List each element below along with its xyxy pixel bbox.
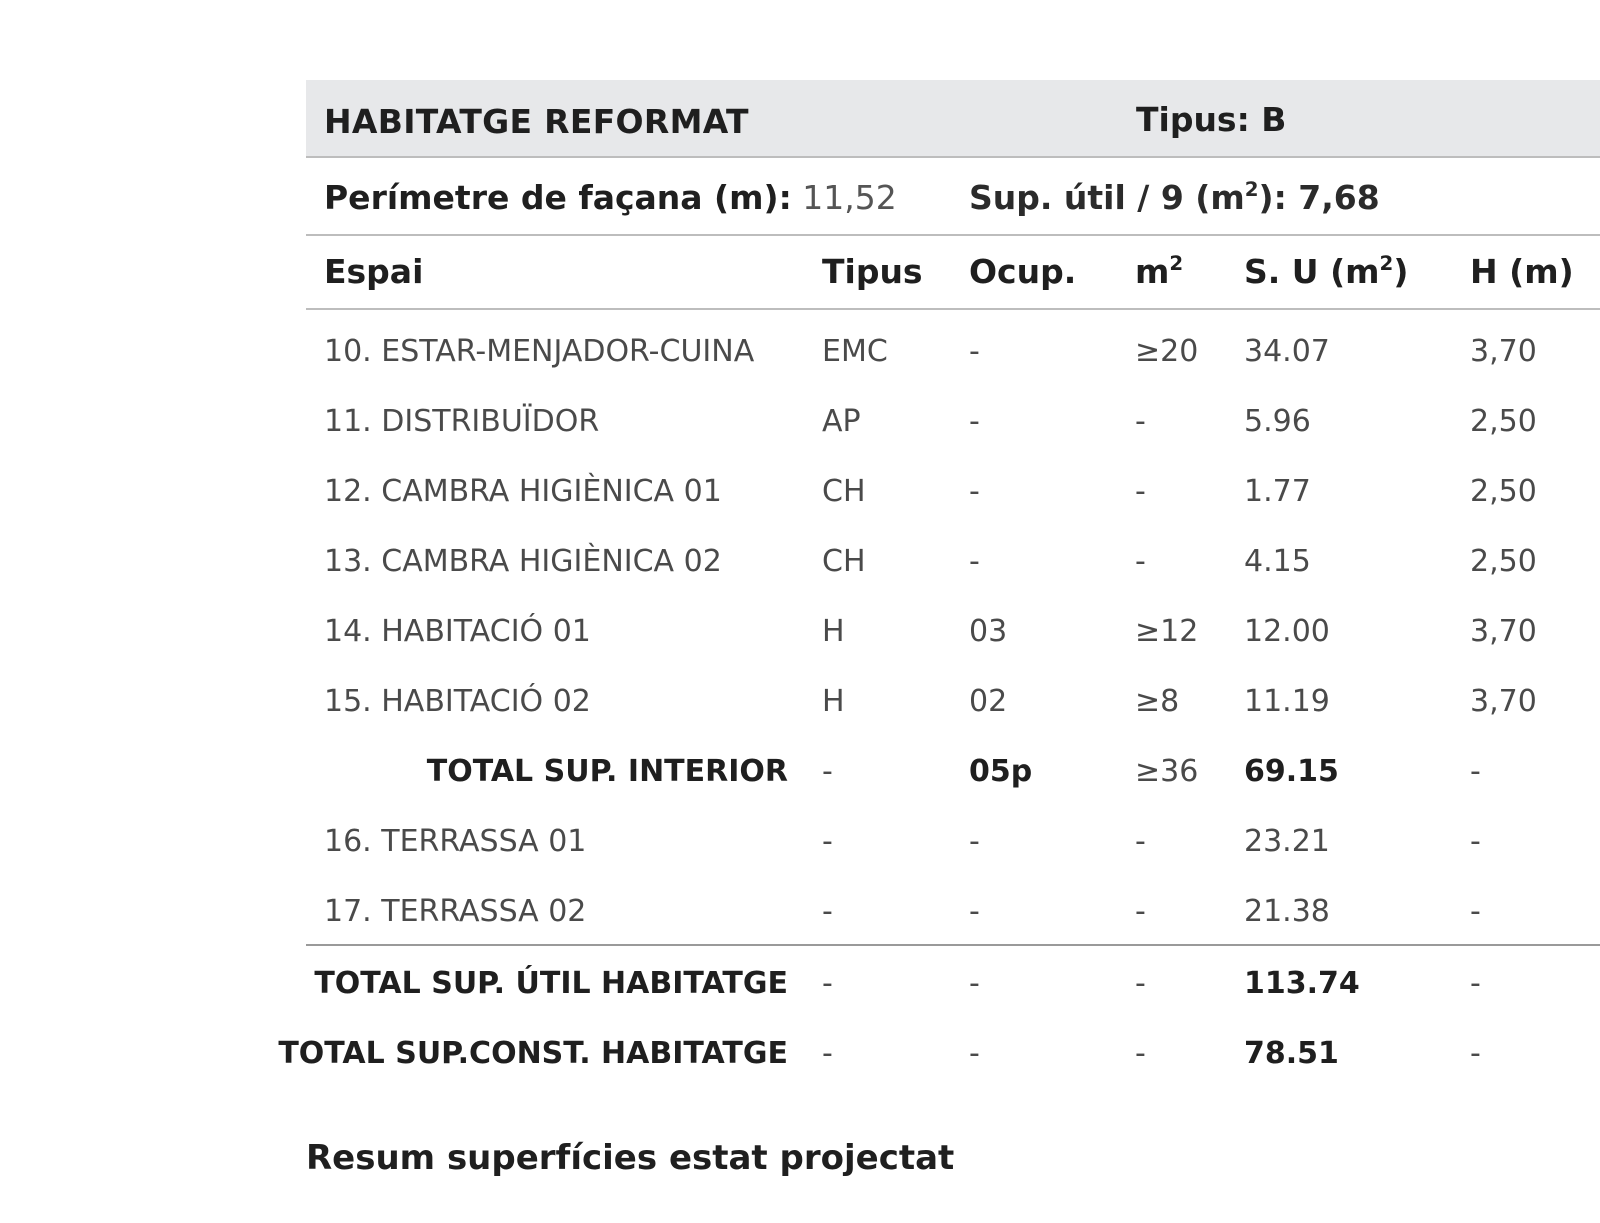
cell-h: - <box>1470 1036 1481 1071</box>
cell-espai: 14. HABITACIÓ 01 <box>324 614 591 649</box>
cell-m2: ≥12 <box>1135 614 1199 649</box>
total-const-label: TOTAL SUP.CONST. HABITATGE <box>278 1036 788 1071</box>
cell-m2: - <box>1135 894 1146 929</box>
cell-tipus: - <box>822 966 833 1001</box>
table-row <box>306 664 1600 734</box>
cell-espai: 16. TERRASSA 01 <box>324 824 587 859</box>
cell-m2: - <box>1135 824 1146 859</box>
cell-h: 3,70 <box>1470 684 1537 719</box>
cell-ocup: 02 <box>969 684 1008 719</box>
cell-su: 113.74 <box>1244 966 1360 1001</box>
cell-ocup: - <box>969 824 980 859</box>
cell-tipus: H <box>822 614 845 649</box>
total-util-label: TOTAL SUP. ÚTIL HABITATGE <box>314 966 788 1001</box>
cell-m2: - <box>1135 404 1146 439</box>
cell-tipus: EMC <box>822 334 888 369</box>
cell-su: 69.15 <box>1244 754 1339 789</box>
header-espai: Espai <box>324 252 424 291</box>
table-row <box>306 454 1600 524</box>
table-title: HABITATGE REFORMAT <box>324 102 749 141</box>
cell-h: - <box>1470 754 1481 789</box>
cell-espai: 11. DISTRIBUÏDOR <box>324 404 600 439</box>
table-row <box>306 874 1600 944</box>
cell-ocup: - <box>969 334 980 369</box>
cell-m2: - <box>1135 966 1146 1001</box>
header-m2 <box>1135 252 1183 291</box>
cell-h: 3,70 <box>1470 334 1537 369</box>
section-caption: Resum superfícies estat projectat <box>306 1138 955 1178</box>
total-interior-label: TOTAL SUP. INTERIOR <box>426 754 788 789</box>
header-m2-sup: 2 <box>1169 252 1184 276</box>
cell-tipus: - <box>822 754 833 789</box>
cell-espai: 12. CAMBRA HIGIÈNICA 01 <box>324 474 722 509</box>
cell-espai: 17. TERRASSA 02 <box>324 894 587 929</box>
cell-m2: ≥20 <box>1135 334 1199 369</box>
table-row <box>306 594 1600 664</box>
header-m2-base: m <box>1135 252 1170 291</box>
table-body <box>278 310 1600 1086</box>
cell-ocup: - <box>969 544 980 579</box>
table-row <box>306 524 1600 594</box>
cell-h: - <box>1470 966 1481 1001</box>
useful-area-ratio-value: 7,68 <box>1298 178 1380 217</box>
cell-h: 2,50 <box>1470 544 1537 579</box>
table-row <box>306 310 1600 384</box>
cell-su: 23.21 <box>1244 824 1330 859</box>
cell-su: 5.96 <box>1244 404 1311 439</box>
cell-m2: - <box>1135 474 1146 509</box>
cell-h: 2,50 <box>1470 404 1537 439</box>
cell-m2: - <box>1135 544 1146 579</box>
cell-su: 34.07 <box>1244 334 1330 369</box>
cell-ocup: - <box>969 894 980 929</box>
dwelling-type: Tipus: B <box>1136 100 1287 139</box>
cell-su: 11.19 <box>1244 684 1330 719</box>
cell-ocup: - <box>969 966 980 1001</box>
cell-ocup: 03 <box>969 614 1008 649</box>
header-ocup: Ocup. <box>969 252 1077 291</box>
header-su-pre: S. U (m <box>1244 252 1380 291</box>
cell-su: 4.15 <box>1244 544 1311 579</box>
header-su <box>1244 252 1408 291</box>
total-util-row <box>306 946 1600 1016</box>
cell-tipus: - <box>822 1036 833 1071</box>
cell-m2: ≥8 <box>1135 684 1180 719</box>
header-h: H (m) <box>1470 252 1574 291</box>
useful-area-ratio-label-pre: Sup. útil / 9 (m <box>969 178 1245 217</box>
column-header-row <box>306 236 1600 310</box>
facade-perimeter <box>324 178 897 217</box>
table-row <box>306 804 1600 874</box>
cell-tipus: CH <box>822 474 866 509</box>
cell-ocup: - <box>969 1036 980 1071</box>
cell-espai: 15. HABITACIÓ 02 <box>324 684 591 719</box>
cell-h: - <box>1470 894 1481 929</box>
total-const-row <box>278 1016 1600 1086</box>
cell-tipus: - <box>822 894 833 929</box>
cell-su: 12.00 <box>1244 614 1330 649</box>
cell-su: 1.77 <box>1244 474 1311 509</box>
cell-tipus: H <box>822 684 845 719</box>
facade-perimeter-value: 11,52 <box>802 178 897 217</box>
useful-area-ratio <box>969 178 1380 217</box>
cell-ocup: 05p <box>969 754 1033 789</box>
cell-su: 78.51 <box>1244 1036 1339 1071</box>
total-interior-row <box>306 734 1600 804</box>
cell-h: 2,50 <box>1470 474 1537 509</box>
header-su-sup: 2 <box>1379 252 1394 276</box>
surface-table <box>278 80 1600 1086</box>
cell-tipus: - <box>822 824 833 859</box>
cell-tipus: CH <box>822 544 866 579</box>
header-tipus: Tipus <box>822 252 923 291</box>
facade-perimeter-label: Perímetre de façana (m): <box>324 178 792 217</box>
useful-area-ratio-label-sup: 2 <box>1244 178 1259 202</box>
cell-su: 21.38 <box>1244 894 1330 929</box>
cell-tipus: AP <box>822 404 861 439</box>
header-su-post: ) <box>1393 252 1409 291</box>
cell-h: 3,70 <box>1470 614 1537 649</box>
cell-h: - <box>1470 824 1481 859</box>
cell-m2: - <box>1135 1036 1146 1071</box>
cell-m2: ≥36 <box>1135 754 1199 789</box>
useful-area-ratio-label-post: ): <box>1258 178 1287 217</box>
table-row <box>306 384 1600 454</box>
cell-ocup: - <box>969 474 980 509</box>
table-title-bar <box>306 80 1600 158</box>
summary-info-row <box>306 158 1600 236</box>
cell-espai: 10. ESTAR-MENJADOR-CUINA <box>324 334 755 369</box>
cell-ocup: - <box>969 404 980 439</box>
cell-espai: 13. CAMBRA HIGIÈNICA 02 <box>324 544 722 579</box>
